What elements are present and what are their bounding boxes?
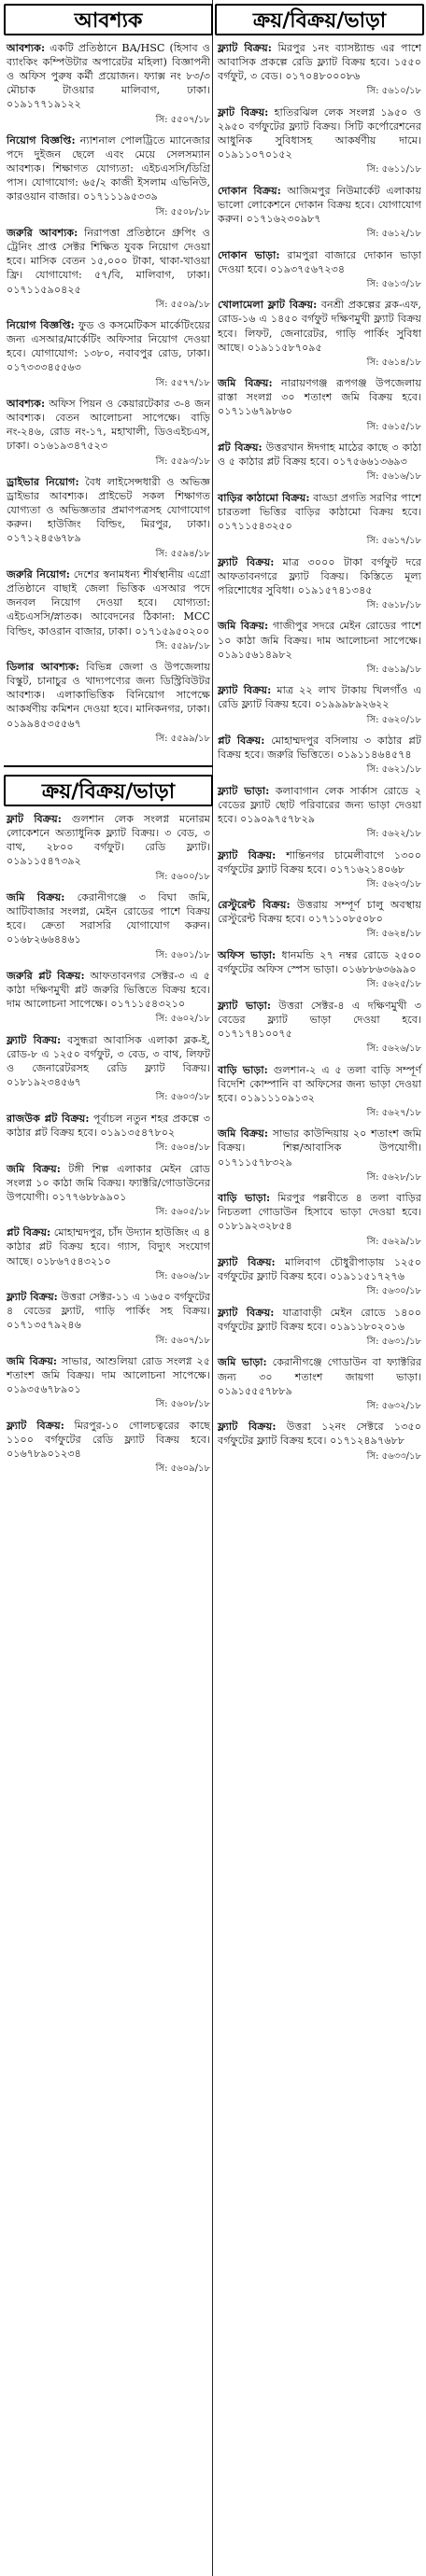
ad-phone: ০১৯৯৯৮৯২৬২২ (314, 698, 390, 711)
ad-phone: ০১৭১১০৮৫০৮০ (307, 913, 383, 926)
ad-phone: ০১৬৮৮৬৩৬৯৯০ (341, 963, 417, 976)
classified-ad (218, 898, 421, 941)
ad-reference: সি: ৫৬২২/১৮ (366, 829, 421, 840)
ad-reference: সি: ৫৬০৫/১৮ (155, 1206, 210, 1217)
ad-reference: সি: ৫৬৩৩/১৮ (366, 1450, 421, 1462)
ad-phone: ০১৭১১৬৭৯৮৬০ (218, 405, 292, 418)
ad-title: ডিলার আবশ্যক: (7, 660, 79, 674)
ad-body: হাতিরঝিল লেক সংলগ্ন ১৯৫০ ও ২৯৫০ বর্গফুটের ফ্ল্যাট বিক্রয়। সিটি কর্পোরেশনের আধুনিক সুবিধাসহ আকর্ষণীয় দামে। (218, 105, 421, 147)
ad-reference: সি: ৫৬৩০/১৮ (366, 1286, 421, 1297)
ad-body: কলাবাগান লেক সার্কাস রোডে ২ বেডের ফ্ল্যাট ছোট পরিবারের জন্য ভাড়া দেওয়া হবে। (218, 784, 421, 825)
ad-reference: সি: ৫৫৯৪/১৮ (155, 548, 210, 559)
ad-title: দোকান বিক্রয়: (218, 183, 281, 197)
ad-body: মোহাম্মদপুর, চাঁদ উদ্যান হাউজিং এ ৪ কাঠার প্লট বিক্রয় হবে। গ্যাস, বিদ্যুৎ সংযোগ আছে। (7, 1226, 210, 1267)
ad-reference: সি: ৫৬০৪/১৮ (155, 1142, 210, 1154)
ad-body: গুলশান লেক সংলগ্ন মনোরম লোকেশনে অত্যাধুনিক ফ্ল্যাট বিক্রয়। ৩ বেড, ৩ বাথ, ২৮০০ বর্গফুট। রেডি ফ্ল্যাট। (7, 813, 211, 854)
ad-reference: সি: ৫৬১৯/১৮ (366, 664, 421, 675)
ad-body: আফতাবনগর সেক্টর-৩ এ ৫ কাঠা দক্ষিণমুখী প্লট জরুরি ভিত্তিতে বিক্রয় হবে। দাম আলোচনা সাপেক্ষে। (7, 970, 210, 1011)
ad-reference: সি: ৫৬২৮/১৮ (366, 1171, 421, 1183)
ad-title: রাজউক প্লট বিক্রয়: (7, 1111, 90, 1125)
classified-ad (7, 1354, 210, 1411)
ad-title: ফ্লাট বিক্রয়: (7, 812, 62, 826)
ad-body: ফুড ও কসমেটিকস মার্কেটিংয়ের জন্য এসআর/মার্কেটিং অফিসার নিয়োগ দেওয়া হবে। যোগাযোগ: ১৩৮০, নবাবপুর রোড, ঢাকা। (7, 319, 210, 360)
ad-title: জমি বিক্রয়: (218, 1127, 268, 1141)
ad-phone: ০১৭৫৬৬১৩৬৯৩ (333, 455, 407, 469)
section-separator (4, 765, 213, 767)
ad-title: প্লট বিক্রয়: (218, 441, 263, 455)
ad-body: বৈধ লাইসেন্সধারী ও অভিজ্ঞ ড্রাইভার আবশ্যক। প্রাইভেট সকল শিক্ষাগত যোগ্যতা ও অভিজ্ঞতার প্রমাণপত্রসহ যোগাযোগ করুন। হাউজিং বিল্ডিং, মিরপুর, ঢাকা। (7, 476, 210, 531)
classified-ad (218, 441, 421, 483)
classified-ad (218, 999, 421, 1056)
ad-title: ফ্ল্যাট বিক্রয়: (218, 41, 272, 54)
classified-ad (7, 226, 210, 311)
ad-title: জমি বিক্রয়: (218, 376, 273, 390)
ad-phone: ০১৯১৩৫৪৭৮০২ (100, 1126, 176, 1139)
ad-body: বাড্ডা প্রগতি সরণির পাশে চারতলা ভিত্তির বাড়ির কাঠামো বিক্রয় হবে। (218, 491, 421, 518)
classified-ad (218, 734, 421, 777)
classified-ad (218, 376, 421, 433)
ad-body: পূর্বাচল নতুন শহর প্রকল্পে ৩ কাঠার প্লট বিক্রয় হবে। (7, 1112, 210, 1139)
ad-title: প্লট বিক্রয়: (218, 734, 265, 747)
ad-phone: ০১৯৩৫৬৭৮৯০১ (7, 1383, 81, 1396)
classified-ad (218, 784, 421, 841)
ad-title: বাড়ি ভাড়া: (218, 1062, 268, 1076)
classified-ad (218, 1191, 421, 1248)
ad-title: ফ্ল্যাট বিক্রয়: (218, 554, 275, 568)
ad-body: বনশ্রী প্রকল্পের ব্লক-এফ, রোড-১৬ এ ১৪৫০ বর্গফুট দক্ষিণমুখী ফ্ল্যাট বিক্রয় হবে। লিফট, জেনারেটর, গাড়ি পার্কিং সুবিধা আছে। (218, 299, 421, 354)
classified-ad (218, 619, 421, 676)
ad-reference: সি: ৫৫৯৩/১৮ (155, 455, 210, 467)
ad-body: মিরপুর ১নং ব্যাসষ্ট্যান্ড এর পাশে আবাসিক প্রকল্পে রেডি ফ্ল্যাট বিক্রয় হবে। ১৫৫০ বর্গফুট, ৩ বেড। (218, 42, 421, 83)
ad-phone: ০১৭৭৬৮৮৯৯০১ (51, 1190, 127, 1203)
classified-ad (218, 1063, 421, 1120)
ad-reference: সি: ৫৬০৬/১৮ (155, 1270, 210, 1281)
ad-phone: ০১৬৭৮৯০১২৩৪ (7, 1448, 81, 1461)
ad-title: খোলামেলা ফ্লাট বিক্রয়: (218, 298, 318, 312)
classified-ad (218, 105, 421, 176)
ad-reference: সি: ৫৬১৫/১৮ (366, 421, 421, 432)
ad-reference: সি: ৫৬২৭/১৮ (366, 1107, 421, 1118)
ad-body: মাত্র ৩০০০ টাকা বর্গফুট দরে আফতাবনগরে ফ্ল্যাট বিক্রয়। কিস্তিতে মূল্য পরিশোধের সুবিধা। (218, 555, 421, 596)
ad-phone: ০১৬৮২৬৬৪৪৬১ (7, 933, 81, 946)
classified-ad (218, 1255, 421, 1298)
ad-reference: সি: ৫৬০৮/১৮ (155, 1399, 210, 1410)
ad-reference: সি: ৫৬০৯/১৮ (155, 1463, 210, 1475)
ad-body: মিরপুর-১০ গোলচত্বরের কাছে ১১০০ বর্গফুটের রেডি ফ্ল্যাট বিক্রয় হবে। (7, 1419, 210, 1446)
classified-ad (218, 298, 421, 369)
ad-phone: ০১৯১১১০৯১৩২ (240, 1091, 316, 1104)
ad-title: বাড়ির কাঠামো বিক্রয়: (218, 490, 310, 504)
ad-reference: সি: ৫৬১৮/১৮ (366, 599, 421, 610)
ad-title: ফ্ল্যাট ভাড়া: (218, 783, 270, 797)
ad-title: জমি বিক্রয়: (7, 890, 65, 904)
ad-title: জরুরি আবশ্যক: (7, 226, 78, 240)
ad-phone: ০১৭১২৪৫৬৭৮৯ (7, 532, 81, 545)
ad-body: সাভার কাউন্দিয়ায় ২০ শতাংশ জমি বিক্রয়। শিল্প/আবাসিক উপযোগী। (218, 1127, 421, 1155)
ad-phone: ০১৭১৬২১৪০৬৮ (330, 862, 405, 875)
ad-title: বাড়ি ভাড়া: (218, 1191, 271, 1205)
ad-title: ফ্ল্যাট বিক্রয়: (218, 847, 277, 861)
ad-phone: ০১৯১১০৭০১৫২ (218, 148, 292, 161)
ad-title: ফ্ল্যাট বিক্রয়: (218, 1305, 275, 1319)
ad-title: জমি ভাড়া: (218, 1355, 267, 1369)
ad-reference: সি: ৫৬২৫/১৮ (366, 979, 421, 990)
ad-body: ধানমন্ডি ২৭ নম্বর রোডে ২৫০০ বর্গফুটের অফিস স্পেস ভাড়া। (218, 948, 422, 976)
ad-title: আবশ্যক: (7, 41, 46, 54)
ad-title: ফ্ল্যাট বিক্রয়: (7, 1418, 64, 1432)
section-header-buy-sell: ক্রয়/বিক্রয়/ভাড়া (4, 775, 213, 806)
ad-phone: ০১৯১১৫৮৭০৯৫ (247, 341, 322, 354)
ad-title: জরুরি নিয়োগ: (7, 567, 70, 581)
ad-body: নিরাপত্তা প্রতিষ্ঠানে গ্রুপিং ও ট্রেনিং প্রাপ্ত সেক্টর শিক্ষিত যুবক নিয়োগ দেওয়া হবে। মাসিক বেতন ১৫,০০০ টাকা, থাকা-খাওয়া ফ্রি। যোগাযোগ: ৫৭/বি, মালিবাগ, ঢাকা। (7, 227, 210, 282)
ad-body: মাত্র ২২ লাখ টাকায় খিলগাঁও এ রেডি ফ্ল্যাট বিক্রয় হবে। (218, 684, 421, 711)
ad-body: ন্যাশনাল পোলট্রিতে ম্যানেজার পদে দুইজন ছেলে এবং মেয়ে সেলসম্যান আবশ্যক। শিক্ষাগত যোগ্যতা: এইচএসসি/ডিগ্রি পাস। যোগাযোগ: ৬৫/২ কাজী ইসলাম এভিনিউ, কারওয়ান বাজার। (7, 134, 210, 203)
ad-body: উত্তরা সেক্টর-৪ এ দক্ষিণমুখী ৩ বেডের ফ্ল্যাট ভাড়া দেওয়া হবে। (218, 999, 421, 1026)
ad-title: জমি বিক্রয়: (7, 1161, 61, 1175)
ad-title: দোকান ভাড়া: (218, 247, 280, 261)
classified-ad (7, 890, 210, 961)
ad-phone: ০১৯১৫৬১৪৯৮২ (218, 648, 292, 661)
classified-ad (7, 1033, 210, 1104)
ad-reference: সি: ৫৬২৪/১৮ (366, 929, 421, 940)
ad-body: একটি প্রতিষ্ঠানে BA/HSC (হিসাব ও ব্যাংকিং কম্পিউটার অপারেটর মহিলা) বিজ্ঞাপনী ও অফিস পুরুষ কর্মী প্রয়োজন। ফ্যাক্স নং ৮৩/৩ মৌচাক টাওয়ার মালিবাগ, ঢাকা। (7, 42, 210, 97)
buy-sell-rent-ads-list (215, 35, 424, 1476)
ad-body: উত্তরায় সম্পূর্ণ চালু অবস্থায় রেস্টুরেন্ট বিক্রয় হবে। (218, 899, 421, 926)
classified-ad (218, 1355, 421, 1412)
classified-ad (7, 1162, 210, 1219)
ad-body: গুলশান-২ এ ৫ তলা বাড়ি সম্পূর্ণ বিদেশি কোম্পানি বা অফিসের জন্য ভাড়া দেওয়া হবে। (218, 1063, 421, 1104)
classified-ad (218, 683, 421, 726)
ad-body: শান্তিনগর চামেলীবাগে ১৩০০ বর্গফুটের ফ্ল্যাট বিক্রয় হবে। (218, 848, 421, 875)
classified-ad (218, 248, 421, 291)
ad-body: অফিস পিয়ন ও কেয়ারটেকার ৩-৪ জন আবশ্যক। বেতন আলোচনা সাপেক্ষে। বাড়ি নং-২৪৬, রোড নং-১৭, মহাখালী, ডিওএইচএস, ঢাকা। (7, 398, 210, 453)
ad-body: যাত্রাবাড়ী মেইন রোডে ১৪০০ বর্গফুটের ফ্ল্যাট বিক্রয় হবে। (218, 1306, 421, 1333)
ad-body: মোহাম্মদপুর বসিলায় ৩ কাঠার প্লট বিক্রয় হবে। জরুরি ভিত্তিতে। (218, 735, 422, 762)
ad-phone: ০১৭১১৫৪৩২৫০ (218, 520, 292, 533)
ad-body: সাভার, আশুলিয়া রোড সংলগ্ন ২৫ শতাংশ জমি বিক্রয়। দাম আলোচনা সাপেক্ষে। (7, 1355, 210, 1382)
ad-reference: সি: ৫৬৩২/১৮ (366, 1400, 421, 1411)
ad-body: টঙ্গী শিল্প এলাকার মেইন রোড সংলগ্ন ১০ কাঠা জমি বিক্রয়। ফ্যাক্টরি/গোডাউনের উপযোগী। (7, 1162, 210, 1203)
ad-phone: ০১৭১১৫৯০৪২৫ (7, 283, 81, 296)
ad-reference: সি: ৫৬২৯/১৮ (366, 1236, 421, 1247)
ad-phone: ০১৬১৯৩৪৭৫২৩ (33, 440, 108, 453)
classified-ad (7, 1419, 210, 1476)
ad-reference: সি: ৫৬১৩/১৮ (366, 278, 421, 289)
ad-title: জমি বিক্রয়: (218, 619, 269, 633)
classified-ad (7, 133, 210, 218)
ad-phone: ০১৭১৬২৩০৯৮৭ (246, 212, 321, 225)
classified-ad (218, 1420, 421, 1463)
ad-reference: সি: ৫৫০৭/১৮ (155, 114, 210, 125)
ad-phone: ০১৮১৯২৩২৮৫৪ (218, 1220, 292, 1233)
ad-reference: সি: ৫৬০৩/১৮ (155, 1092, 210, 1103)
ad-reference: সি: ৫৫০৯/১৮ (155, 299, 210, 310)
classified-ad (218, 555, 421, 612)
ad-reference: সি: ৫৬১০/১৮ (366, 86, 421, 97)
ad-body: কেরানীগঞ্জে ৩ বিঘা জমি, আটিবাজার সংলগ্ন, মেইন রোডের পাশে বিক্রয় হবে। ক্রেতা সরাসরি যোগাযোগ করুন। (7, 891, 210, 932)
ad-reference: সি: ৫৬০৭/১৮ (155, 1335, 210, 1346)
ad-reference: সি: ৫৬০০/১৮ (155, 871, 210, 882)
ad-phone: ০১৯০৯৭৫৭৮২৯ (240, 812, 316, 825)
ad-body: রামপুরা বাজারে দোকান ভাড়া দেওয়া হবে। (218, 248, 421, 275)
ad-title: আবশ্যক: (7, 397, 46, 411)
ad-phone: ০১৭১৩৫৭৯২৪৬ (7, 1319, 81, 1332)
ad-phone: ০১৭১২৪৯৭৬৮৮ (330, 1435, 405, 1448)
ad-phone: ০১৭১১৫৪৩২১০ (110, 998, 186, 1011)
classified-ad (7, 1112, 210, 1155)
ad-title: ফ্ল্যাট বিক্রয়: (7, 1032, 62, 1046)
classified-ad (218, 848, 421, 891)
ad-phone: ০১৯১৫৭৪১৩৪৫ (297, 583, 373, 596)
ad-phone: ০১৯৯৪৫৩৫৫৬৭ (7, 717, 81, 730)
ad-title: রেস্টুরেন্ট বিক্রয়: (218, 898, 291, 912)
ad-phone: ০১৯১১৫১৭২৭৬ (330, 1270, 405, 1283)
classified-ad (218, 41, 421, 98)
classified-ad (218, 491, 421, 548)
classified-ad (218, 948, 421, 991)
ad-phone: ০১৯১১৪৬৪৫৭৪ (336, 749, 412, 762)
classified-ad (7, 41, 210, 126)
ad-phone: ০১৯১১৫৪৭৩৯২ (7, 855, 81, 868)
classified-ad (218, 184, 421, 241)
classified-ad (7, 318, 210, 389)
section-header-buy-sell-rent: ক্রয়/বিক্রয়/ভাড়া (215, 4, 424, 35)
classified-ad (218, 1127, 421, 1183)
ad-phone: ০১৮৬৭৫৪৩২১০ (36, 1254, 111, 1267)
classified-ad (218, 1306, 421, 1349)
ad-title: ফ্ল্যাট বিক্রয়: (7, 1290, 58, 1304)
ad-phone: ০১৭০৪৮০০০৮৬ (285, 70, 361, 83)
classified-ad (7, 969, 210, 1026)
ad-body: মালিবাগ চৌধুরীপাড়ায় ১২৫০ বর্গফুটের ফ্ল্যাট বিক্রয় হবে। (218, 1256, 421, 1283)
ad-title: অফিস ভাড়া: (218, 947, 277, 961)
ad-body: গাজীপুর সদরে মেইন রোডের পাশে ১০ কাঠা জমি বিক্রয়। দাম আলোচনা সাপেক্ষে। (218, 620, 421, 647)
ad-reference: সি: ৫৬২০/১৮ (366, 714, 421, 725)
ad-title: ফ্লাট বিক্রয়: (218, 105, 269, 119)
classified-ad (7, 397, 210, 468)
ad-title: ফ্ল্যাট বিক্রয়: (218, 1255, 276, 1269)
ad-body: মিরপুর পল্লবীতে ৪ তলা বাড়ির নিচতলা গোডাউন হিসাবে ভাড়া দেওয়া হবে। (218, 1192, 421, 1219)
ad-body: উত্তরখান ঈদগাহ মাঠের কাছে ৩ কাঠা ও ৫ কাঠার প্লট বিক্রয় হবে। (218, 441, 421, 469)
ad-body: দেশের স্বনামধন্য শীর্ষস্থানীয় এগ্রো প্রতিষ্ঠানে বাছাই জেলা ভিত্তিক এসআর পদে জনবল নিয়োগ দেওয়া হবে। যোগ্যতা: এইচএসসি/স্নাতক। আবেদনের ঠিকানা: MCC বিল্ডিং, কাওরান বাজার, ঢাকা। (7, 568, 211, 637)
buy-sell-ads-list (4, 806, 213, 1489)
ad-phone: ০১৯৩৭৫৬৭২৩৪ (270, 262, 346, 275)
ad-title: ফ্ল্যাট বিক্রয়: (218, 683, 272, 697)
ad-phone: ০১৭১১৫৭৮৩২৯ (218, 1155, 292, 1169)
ad-phone: ০১৯১১৮০২০১৬ (330, 1320, 405, 1333)
ad-reference: সি: ৫৫৭৭/১৮ (155, 377, 210, 388)
classified-ad (7, 660, 210, 745)
ad-reference: সি: ৫৬১৪/১৮ (366, 357, 421, 368)
ad-reference: সি: ৫৫০৮/১৮ (155, 206, 210, 217)
ad-reference: সি: ৫৬১৬/১৮ (366, 471, 421, 483)
ad-body: কেরানীগঞ্জে গোডাউন বা ফ্যাক্টরির জন্য ৩০ শতাংশ জায়গা ভাড়া। (218, 1356, 422, 1383)
ad-phone: ০১৯১৭৭১৯১২২ (7, 98, 81, 111)
ad-phone: ০১৭৩৩৩৪৫৫৬৩ (7, 361, 81, 374)
classified-ad (7, 1225, 210, 1282)
ad-body: উত্তরা ১২নং সেক্টরে ১৩৫০ বর্গফুটের ফ্ল্যাট বিক্রয় হবে। (218, 1421, 421, 1448)
ad-phone: ০১৯১৫৫৫৭৮৮৯ (218, 1384, 292, 1397)
classified-ad (7, 812, 210, 883)
ad-reference: সি: ৫৬২১/১৮ (366, 764, 421, 776)
classified-ad (7, 567, 210, 652)
ad-body: নারায়ণগঞ্জ রূপগঞ্জ উপজেলায় রাস্তা সংলগ্ন ৩০ শতাংশ জমি বিক্রয় হবে। (218, 377, 421, 404)
ad-phone: ০১৭১৫৯৫০২০০ (135, 624, 210, 637)
ad-title: জরুরি প্লট বিক্রয়: (7, 969, 85, 983)
classified-ad (7, 1290, 210, 1347)
ad-title: নিয়োগ বিজ্ঞপ্তি: (7, 318, 75, 332)
ad-body: আজিমপুর নিউমার্কেট এলাকায় ভালো লোকেশনে দোকান বিক্রয় হবে। যোগাযোগ করুন। (218, 184, 421, 225)
ad-body: বসুন্ধরা আবাসিক এলাকা ব্লক-ই, রোড-৮ এ ১২৫০ বর্গফুট, ৩ বেড, ৩ বাথ, লিফট ও জেনারেটরসহ রেডি ফ্ল্যাট বিক্রয়। (7, 1033, 210, 1075)
ad-reference: সি: ৫৬৩১/১৮ (366, 1336, 421, 1347)
ad-phone: ০১৮১৯২৩৪৫৬৭ (7, 1076, 81, 1089)
ad-reference: সি: ৫৬০১/১৮ (155, 949, 210, 960)
ad-title: প্লট বিক্রয়: (7, 1225, 51, 1239)
ad-title: নিয়োগ বিজ্ঞপ্তি: (7, 133, 76, 147)
ad-reference: সি: ৫৬২৩/১৮ (366, 878, 421, 889)
ad-title: ফ্ল্যাট বিক্রয়: (218, 1420, 277, 1434)
ad-body: উত্তরা সেক্টর-১১ এ ১৬৫০ বর্গফুটের ৪ বেডের ফ্ল্যাট, গাড়ি পার্কিং সহ বিক্রয়। (7, 1291, 210, 1318)
ad-reference: সি: ৫৬০২/১৮ (155, 1014, 210, 1025)
ad-reference: সি: ৫৬১২/১৮ (366, 229, 421, 240)
left-column (4, 0, 213, 1489)
ad-phone: ০১৭১৭৪১০০৭৫ (218, 1027, 292, 1040)
ad-title: ফ্ল্যাট ভাড়া: (218, 998, 271, 1012)
ad-phone: ০১৭১১১৯৫৩৩৯ (82, 190, 158, 203)
ad-reference: সি: ৫৫৯৮/১৮ (155, 640, 210, 651)
jobs-ads-list (4, 35, 213, 758)
ad-title: ড্রাইভার নিয়োগ: (7, 475, 79, 489)
right-column (215, 0, 424, 1476)
classified-ad (7, 475, 210, 560)
ad-body: বিভিন্ন জেলা ও উপজেলায় বিস্কুট, চানাচুর ও খাদ্যপণ্যের জন্য ডিস্ট্রিবিউটর আবশ্যক। এলাকাভিত্তিক বিনিয়োগ সাপেক্ষে আকর্ষণীয় কমিশন দেওয়া হবে। মানিকনগর, ঢাকা। (7, 661, 210, 716)
ad-reference: সি: ৫৬১১/১৮ (366, 164, 421, 175)
ad-reference: সি: ৫৬২৬/১৮ (366, 1043, 421, 1055)
section-header-jobs: আবশ্যক (4, 4, 213, 35)
ad-reference: সি: ৫৫৯৯/১৮ (155, 733, 210, 744)
ad-title: জমি বিক্রয়: (7, 1354, 58, 1367)
ad-reference: সি: ৫৬১৭/১৮ (366, 536, 421, 547)
